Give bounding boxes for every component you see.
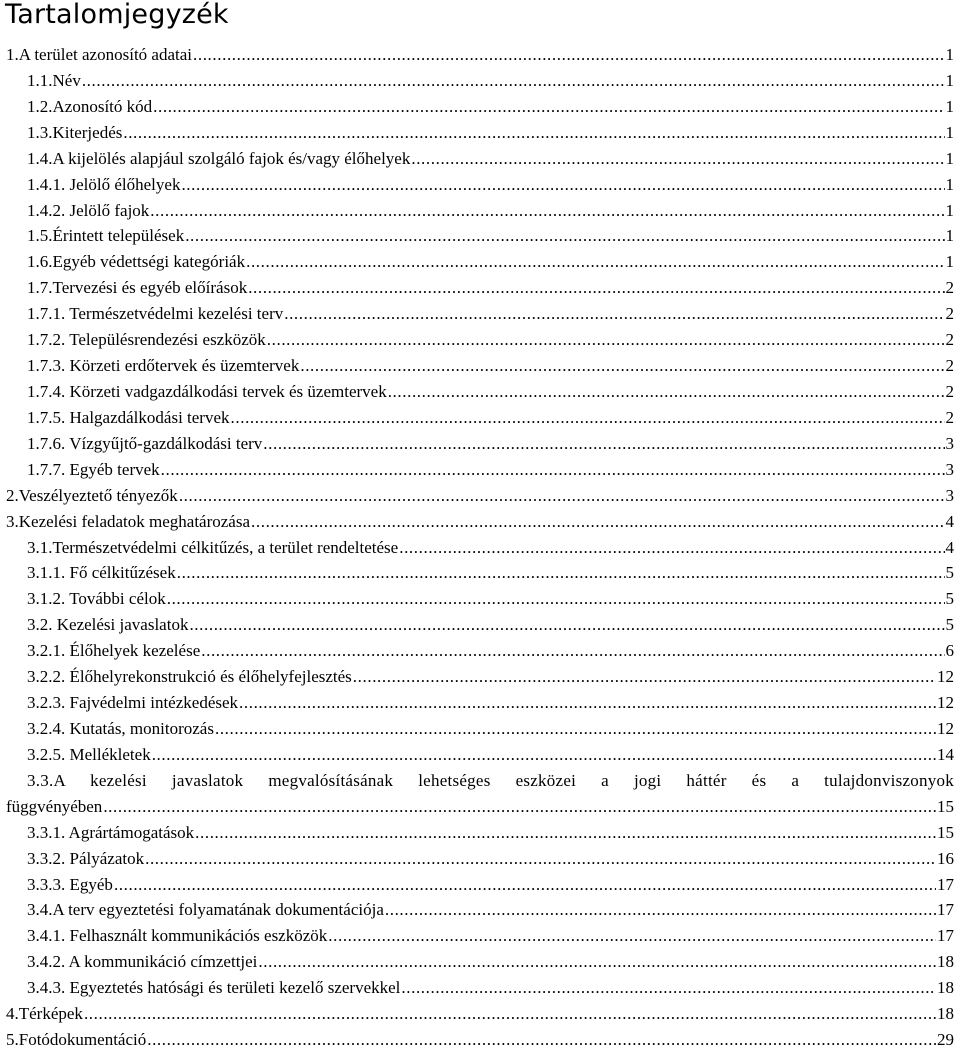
toc-page-number: 4: [946, 535, 960, 561]
toc-entry-label: 3.4.A terv egyeztetési folyamatának dokumentációja: [27, 897, 384, 923]
toc-page-number: 1: [946, 68, 960, 94]
toc-entry[interactable]: [0, 42, 960, 68]
toc-entry-label: 1.7.4. Körzeti vadgazdálkodási tervek és üzemtervek: [27, 379, 387, 405]
toc-entry-label: 1.7.Tervezési és egyéb előírások: [27, 275, 247, 301]
toc-entry[interactable]: [0, 94, 960, 120]
toc-page-number: 3: [946, 431, 960, 457]
toc-page-number: 12: [937, 690, 960, 716]
dot-leader: [167, 586, 945, 612]
toc-entry[interactable]: [0, 872, 960, 898]
dot-leader: [258, 949, 936, 975]
toc-entry[interactable]: [0, 223, 960, 249]
toc-entry-label: 3.2.4. Kutatás, monitorozás: [27, 716, 214, 742]
toc-entry-label: 3.1.1. Fő célkitűzések: [27, 560, 176, 586]
toc-entry-label: 1.3.Kiterjedés: [27, 120, 122, 146]
dot-leader: [251, 509, 944, 535]
toc-entry[interactable]: [0, 820, 960, 846]
toc-page-number: 6: [946, 638, 960, 664]
toc-page-number: 3: [946, 457, 960, 483]
toc-entry[interactable]: [0, 664, 960, 690]
toc-page-number: 5: [946, 560, 960, 586]
dot-leader: [195, 820, 936, 846]
dot-leader: [114, 872, 936, 898]
toc-entry-label: 1.7.2. Településrendezési eszközök: [27, 327, 266, 353]
toc-page-number: 2: [946, 353, 960, 379]
toc-entry[interactable]: [0, 353, 960, 379]
toc-entry-label: 3.4.1. Felhasznált kommunikációs eszközök: [27, 923, 327, 949]
toc-entry[interactable]: [0, 327, 960, 353]
dot-leader: [300, 353, 944, 379]
dot-leader: [201, 638, 944, 664]
toc-page-number: 1: [946, 146, 960, 172]
toc-entry[interactable]: [0, 949, 960, 975]
toc-page-number: 18: [937, 975, 960, 1001]
toc-entry-label: 1.7.1. Természetvédelmi kezelési terv: [27, 301, 283, 327]
toc-page-number: 2: [946, 327, 960, 353]
toc-entry[interactable]: [0, 379, 960, 405]
toc-page-number: 2: [946, 301, 960, 327]
toc-entry-label: 1.7.5. Halgazdálkodási tervek: [27, 405, 230, 431]
toc-entry[interactable]: [0, 975, 960, 1001]
toc-entry[interactable]: [0, 586, 960, 612]
dot-leader: [152, 742, 936, 768]
toc-page-number: 1: [946, 94, 960, 120]
toc-entry-label: 3.2.3. Fajvédelmi intézkedések: [27, 690, 238, 716]
toc-entry[interactable]: [0, 198, 960, 224]
dot-leader: [145, 846, 936, 872]
dot-leader: [147, 1027, 936, 1053]
toc-entry-label: 1.4.1. Jelölő élőhelyek: [27, 172, 180, 198]
dot-leader: [181, 172, 944, 198]
toc-entry-label: 1.1.Név: [27, 68, 81, 94]
toc-page-number: 18: [937, 1001, 960, 1027]
toc-entry[interactable]: [0, 846, 960, 872]
toc-entry-label: 1.2.Azonosító kód: [27, 94, 152, 120]
toc-entry-label: 3.Kezelési feladatok meghatározása: [6, 509, 250, 535]
toc-entry[interactable]: [0, 431, 960, 457]
dot-leader: [82, 68, 945, 94]
dot-leader: [246, 249, 944, 275]
dot-leader: [179, 483, 945, 509]
dot-leader: [388, 379, 945, 405]
toc-page-number: 1: [946, 223, 960, 249]
toc-entry-label: 1.A terület azonosító adatai: [6, 42, 192, 68]
toc-page-number: 1: [946, 120, 960, 146]
toc-entry-label: 3.2.5. Mellékletek: [27, 742, 151, 768]
toc-page-number: 17: [937, 897, 960, 923]
toc-page-number: 3: [946, 483, 960, 509]
toc-page-number: 1: [946, 172, 960, 198]
toc-entry-label: 1.7.7. Egyéb tervek: [27, 457, 160, 483]
toc-page-number: 2: [946, 405, 960, 431]
toc-entry[interactable]: [0, 301, 960, 327]
toc-page-number: 12: [937, 664, 960, 690]
toc-page-number: 16: [937, 846, 960, 872]
toc-page-number: 15: [937, 794, 954, 820]
toc-entry-label: 3.2.1. Élőhelyek kezelése: [27, 638, 200, 664]
toc-page-number: 4: [946, 509, 960, 535]
toc-page-number: 2: [946, 379, 960, 405]
toc-entry[interactable]: [0, 897, 960, 923]
toc-entry-label: 3.2. Kezelési javaslatok: [27, 612, 188, 638]
toc-page-number: 12: [937, 716, 960, 742]
toc-entry[interactable]: [0, 535, 960, 561]
toc-entry[interactable]: [0, 768, 960, 820]
dot-leader: [84, 1001, 936, 1027]
toc-entry[interactable]: [0, 716, 960, 742]
toc-entry[interactable]: [0, 612, 960, 638]
toc-entry-label: 2.Veszélyeztető tényezők: [6, 483, 178, 509]
toc-entry-label: 1.4.A kijelölés alapjául szolgáló fajok és/vagy élőhelyek: [27, 146, 410, 172]
toc-page-number: 1: [946, 42, 960, 68]
dot-leader: [401, 975, 936, 1001]
toc-entry[interactable]: [0, 120, 960, 146]
dot-leader: [150, 198, 944, 224]
dot-leader: [153, 94, 944, 120]
dot-leader: [248, 275, 944, 301]
toc-entry[interactable]: [0, 146, 960, 172]
dot-leader: [284, 301, 944, 327]
toc-page-number: 18: [937, 949, 960, 975]
dot-leader: [215, 716, 936, 742]
dot-leader: [189, 612, 944, 638]
toc-entry-label: 3.3.2. Pályázatok: [27, 846, 144, 872]
toc-entry-label: 3.2.2. Élőhelyrekonstrukció és élőhelyfejlesztés: [27, 664, 352, 690]
toc-entry-label: 1.6.Egyéb védettségi kategóriák: [27, 249, 245, 275]
dot-leader: [267, 327, 945, 353]
dot-leader: [161, 457, 945, 483]
toc-entry[interactable]: [0, 1001, 960, 1027]
toc-entry-label: 1.5.Érintett települések: [27, 223, 184, 249]
toc-entry[interactable]: [0, 68, 960, 94]
toc-entry-label: 3.4.3. Egyeztetés hatósági és területi kezelő szervekkel: [27, 975, 400, 1001]
dot-leader: [263, 431, 944, 457]
dot-leader: [103, 794, 936, 820]
toc-entry-label: 3.3.A kezelési javaslatok megvalósításának lehetséges eszközei a jogi háttér és a tulajdonviszonyok: [6, 768, 954, 794]
toc-entry[interactable]: [0, 457, 960, 483]
toc-entry[interactable]: [0, 249, 960, 275]
toc-list: [0, 42, 960, 1053]
toc-entry-label-continued: függvényében: [6, 794, 102, 820]
dot-leader: [123, 120, 944, 146]
toc-entry[interactable]: [0, 275, 960, 301]
dot-leader: [185, 223, 944, 249]
toc-page-number: 17: [937, 923, 960, 949]
toc-entry[interactable]: [0, 690, 960, 716]
toc-entry[interactable]: [0, 172, 960, 198]
dot-leader: [239, 690, 936, 716]
toc-page-number: 29: [937, 1027, 960, 1053]
toc-page-number: 15: [937, 820, 960, 846]
dot-leader: [177, 560, 945, 586]
toc-entry-label: 3.4.2. A kommunikáció címzettjei: [27, 949, 257, 975]
toc-page-number: 14: [937, 742, 960, 768]
dot-leader: [411, 146, 944, 172]
toc-entry-label: 3.1.Természetvédelmi célkitűzés, a terület rendeltetése: [27, 535, 398, 561]
toc-page-number: 2: [946, 275, 960, 301]
dot-leader: [353, 664, 936, 690]
dot-leader: [231, 405, 945, 431]
toc-entry-label: 4.Térképek: [6, 1001, 83, 1027]
toc-page-number: 17: [937, 872, 960, 898]
toc-page-number: 5: [946, 586, 960, 612]
toc-entry[interactable]: [0, 560, 960, 586]
toc-entry-label: 5.Fotódokumentáció: [6, 1027, 146, 1053]
toc-entry[interactable]: [0, 483, 960, 509]
toc-entry[interactable]: [0, 509, 960, 535]
toc-entry[interactable]: [0, 923, 960, 949]
toc-entry-label: 3.3.3. Egyéb: [27, 872, 113, 898]
toc-entry-label: 3.1.2. További célok: [27, 586, 166, 612]
toc-entry-label: 1.7.6. Vízgyűjtő-gazdálkodási terv: [27, 431, 262, 457]
dot-leader: [328, 923, 936, 949]
dot-leader: [385, 897, 936, 923]
toc-page-number: 5: [946, 612, 960, 638]
toc-entry-label: 1.7.3. Körzeti erdőtervek és üzemtervek: [27, 353, 299, 379]
dot-leader: [193, 42, 945, 68]
toc-entry[interactable]: [0, 405, 960, 431]
toc-entry[interactable]: [0, 742, 960, 768]
toc-page-number: 1: [946, 198, 960, 224]
toc-entry[interactable]: [0, 638, 960, 664]
toc-entry-label: 3.3.1. Agrártámogatások: [27, 820, 194, 846]
page-title: Tartalomjegyzék: [5, 0, 229, 33]
toc-entry[interactable]: [0, 1027, 960, 1053]
toc-page-number: 1: [946, 249, 960, 275]
toc-entry-label: 1.4.2. Jelölő fajok: [27, 198, 149, 224]
dot-leader: [399, 535, 944, 561]
